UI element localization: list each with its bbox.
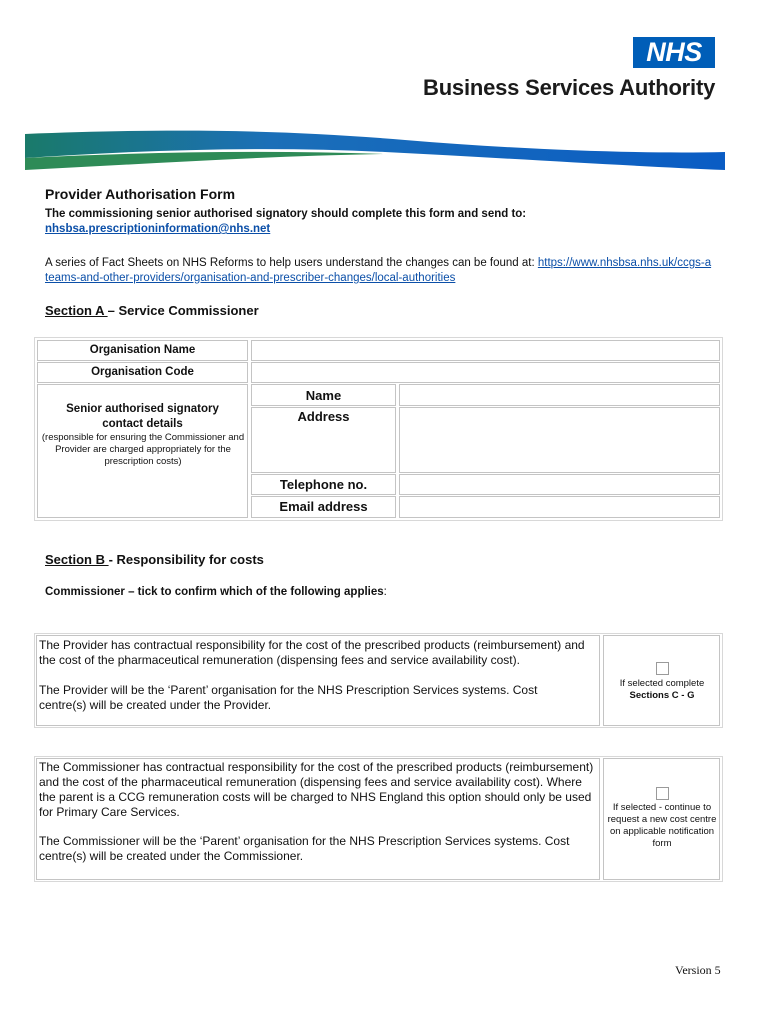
signatory-label-line1: Senior authorised signatory <box>66 403 219 415</box>
version-label: Version 5 <box>675 963 721 977</box>
section-a-title: – Service Commissioner <box>107 303 259 318</box>
signatory-label-line2: contact details <box>102 418 183 430</box>
org-code-field[interactable] <box>251 362 720 383</box>
section-b-prompt-colon: : <box>383 586 387 598</box>
option-provider-para1: The Provider has contractual responsibility for the cost of the prescribed products (reimbursement) and the cost of the pharmaceutical remuneration (dispensing fees and service availability cost). <box>39 638 585 667</box>
name-field[interactable] <box>399 384 720 406</box>
organisation-title: Business Services Authority <box>423 75 716 100</box>
section-b-label: Section B <box>45 552 109 567</box>
fact-sheet-text <box>45 257 711 269</box>
telephone-field[interactable] <box>399 474 720 495</box>
option-provider-checkbox[interactable] <box>656 662 669 675</box>
instruction-text: The commissioning senior authorised signatory should complete this form and send to: <box>45 208 527 220</box>
org-name-label: Organisation Name <box>89 344 196 356</box>
email-address-field[interactable] <box>399 496 720 518</box>
address-field[interactable] <box>399 407 720 473</box>
section-b-prompt-text: Commissioner – tick to confirm which of the following applies <box>45 586 384 598</box>
telephone-label: Telephone no. <box>279 477 368 492</box>
section-a-heading <box>45 303 259 318</box>
fact-sheet-link[interactable]: https://www.nhsbsa.nhs.uk/ccgs-a <box>537 257 712 269</box>
header-banner-graphic <box>25 128 725 173</box>
org-code-label: Organisation Code <box>91 366 194 378</box>
section-b-heading <box>45 552 264 567</box>
option-provider-note-line2: Sections C - G <box>629 690 695 701</box>
section-a-label: Section A <box>45 303 108 318</box>
name-label: Name <box>305 388 342 403</box>
fact-sheet-label: A series of Fact Sheets on NHS Reforms to help users understand the changes can be found at: <box>45 257 538 269</box>
option-commissioner-para1: The Commissioner has contractual responsibility for the cost of the prescribed products (reimbursement) and the cost of the pharmaceutical remuneration (dispensing fees and service availability cost). Where the parent is a CCG remuneration costs will be charged to NHS England this option should only be used for Primary Care Services. <box>39 760 594 819</box>
email-link[interactable]: nhsbsa.prescriptioninformation@nhs.net <box>45 223 271 235</box>
org-name-field[interactable] <box>251 340 720 361</box>
form-title: Provider Authorisation Form <box>45 186 236 202</box>
option-provider-note-line1: If selected complete <box>619 678 705 689</box>
option-commissioner-para2: The Commissioner will be the ‘Parent’ organisation for the NHS Prescription Services systems. Cost centre(s) will be created under the Commissioner. <box>39 834 570 863</box>
option-provider-para2: The Provider will be the ‘Parent’ organisation for the NHS Prescription Services systems. Cost centre(s) will be created under the Provider. <box>39 683 538 712</box>
option-commissioner-checkbox[interactable] <box>656 787 669 800</box>
email-address-label: Email address <box>279 499 368 514</box>
option-commissioner-note: If selected - continue to request a new cost centre on applicable notification form <box>607 802 717 849</box>
fact-sheet-link-continued[interactable]: teams-and-other-providers/organisation-and-prescriber-changes/local-authorities <box>45 272 456 284</box>
section-b-prompt <box>45 586 387 598</box>
address-label: Address <box>297 409 350 424</box>
signatory-note: (responsible for ensuring the Commissioner and Provider are charged appropriately for the prescription costs) <box>41 432 245 467</box>
nhs-logo: NHS <box>633 37 715 68</box>
section-b-title: - Responsibility for costs <box>108 552 264 567</box>
